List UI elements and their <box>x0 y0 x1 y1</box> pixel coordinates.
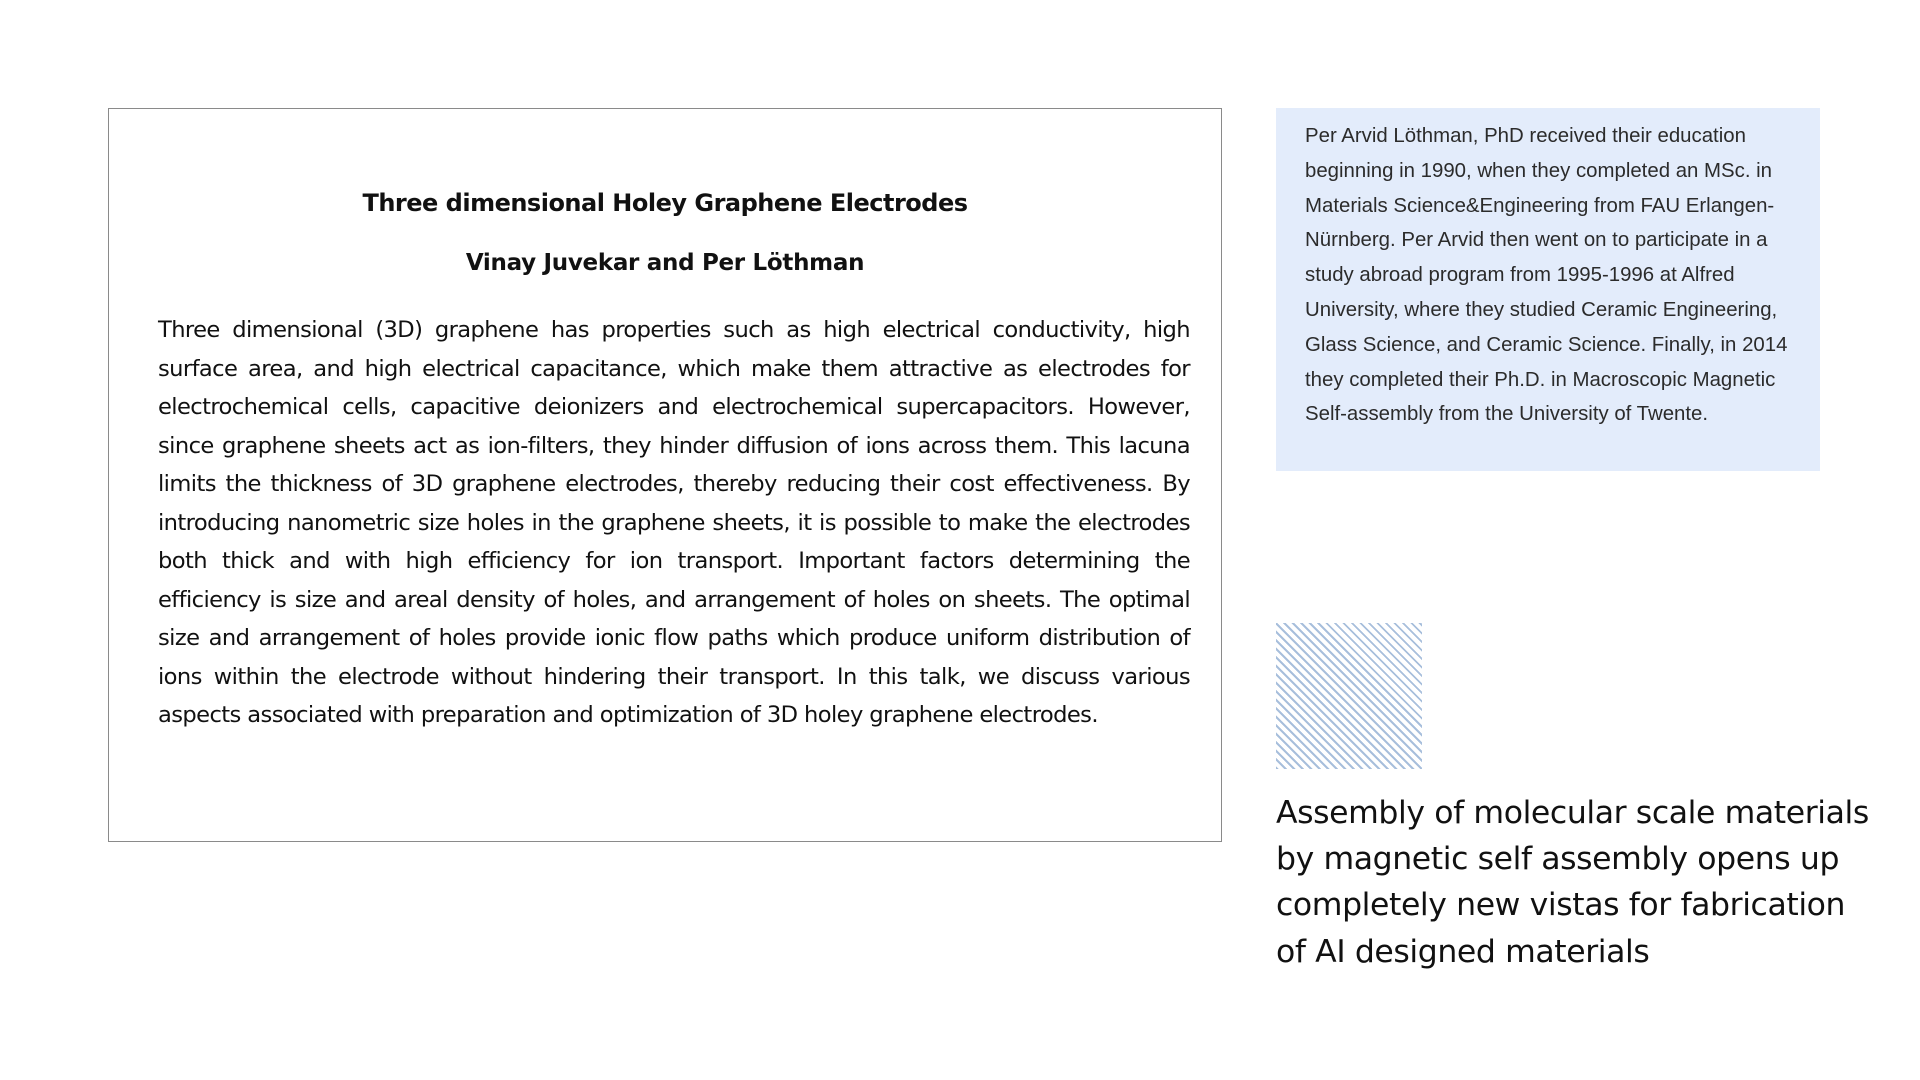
speaker-bio-panel <box>1276 108 1820 471</box>
abstract-card <box>108 108 1222 842</box>
image-placeholder <box>1276 623 1422 769</box>
abstract-body: Three dimensional (3D) graphene has properties such as high electrical conductivity, high surface area, and high electrical capacitance, which make them attractive as electrodes for electrochemical cells, capacitive deionizers and electrochemical supercapacitors. However, since graphene sheets act as ion-filters, they hinder diffusion of ions across them. This lacuna limits the thickness of 3D graphene electrodes, thereby reducing their cost effectiveness. By introducing nanometric size holes in the graphene sheets, it is possible to make the electrodes both thick and with high efficiency for ion transport. Important factors determining the efficiency is size and areal density of holes, and arrangement of holes on sheets. The optimal size and arrangement of holes provide ionic flow paths which produce uniform distribution of ions within the electrode without hindering their transport. In this talk, we discuss various aspects associated with preparation and optimization of 3D holey graphene electrodes. <box>158 317 1190 728</box>
image-caption: Assembly of molecular scale materials by magnetic self assembly opens up completely new vistas for fabrication of AI designed materials <box>1276 795 1869 970</box>
abstract-title: Three dimensional Holey Graphene Electrodes <box>362 189 968 217</box>
speaker-bio-text: Per Arvid Löthman, PhD received their education beginning in 1990, when they completed an MSc. in Materials Science&Engineering from FAU Erlangen-Nürnberg. Per Arvid then went on to participate in a study abroad program from 1995-1996 at Alfred University, where they studied Ceramic Engineering, Glass Science, and Ceramic Science. Finally, in 2014 they completed their Ph.D. in Macroscopic Magnetic Self-assembly from the University of Twente. <box>1305 125 1788 426</box>
abstract-authors: Vinay Juvekar and Per Löthman <box>465 250 865 276</box>
